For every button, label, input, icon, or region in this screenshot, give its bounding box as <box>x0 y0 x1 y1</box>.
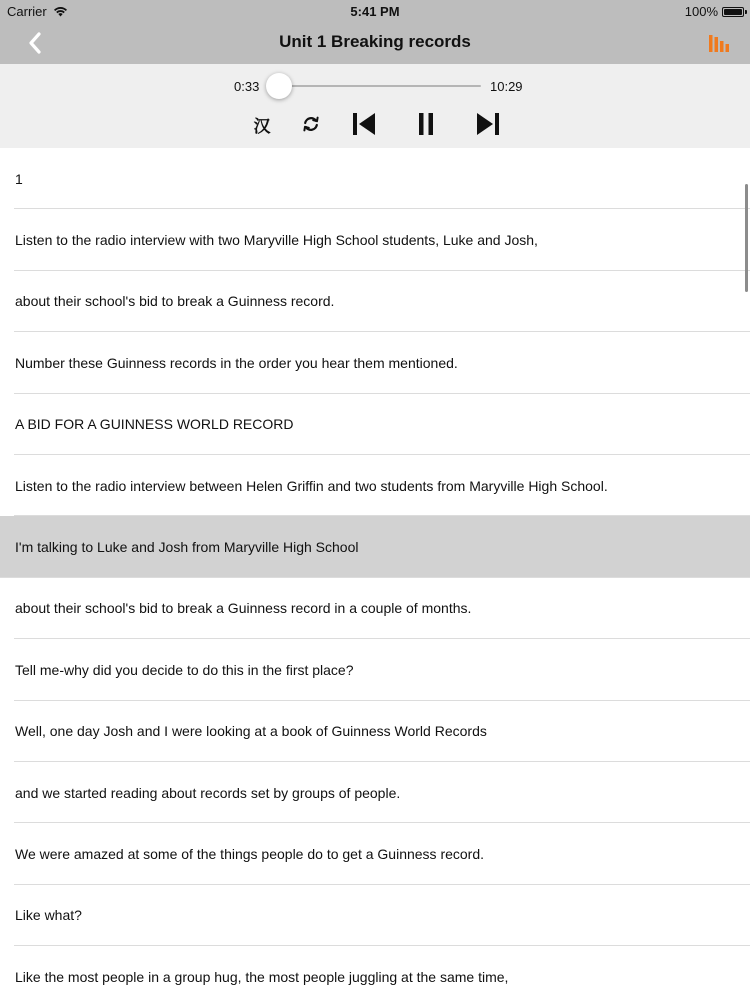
skip-next-icon <box>475 111 501 137</box>
slider-thumb[interactable] <box>266 73 292 99</box>
battery-indicator <box>685 4 744 19</box>
battery-icon <box>722 7 744 17</box>
transcript-line[interactable] <box>0 332 750 393</box>
previous-button[interactable] <box>351 110 377 138</box>
scrollbar[interactable] <box>745 184 748 292</box>
chart-menu-button[interactable] <box>708 32 732 54</box>
skip-previous-icon <box>351 111 377 137</box>
transcript-line-text: and we started reading about records set by groups of people. <box>15 784 401 801</box>
transcript-line-text: 1 <box>15 170 23 187</box>
transcript-line-text: about their school's bid to break a Guinness record in a couple of months. <box>15 600 472 617</box>
transcript-list[interactable] <box>0 148 750 1000</box>
playback-controls <box>0 110 750 138</box>
transcript-line-text: Tell me-why did you decide to do this in the first place? <box>15 661 354 678</box>
transcript-line-text: A BID FOR A GUINNESS WORLD RECORD <box>15 416 294 433</box>
transcript-line[interactable] <box>0 701 750 762</box>
transcript-line[interactable] <box>0 946 750 1000</box>
transcript-line[interactable] <box>0 148 750 209</box>
transcript-line[interactable] <box>0 394 750 455</box>
transcript-line[interactable] <box>0 639 750 700</box>
transcript-line-text: Listen to the radio interview with two Maryville High School students, Luke and Josh, <box>15 232 538 249</box>
repeat-button[interactable] <box>300 110 322 138</box>
status-bar <box>0 0 750 22</box>
transcript-line[interactable] <box>0 762 750 823</box>
transcript-line[interactable] <box>0 516 750 577</box>
status-time: 5:41 PM <box>350 4 400 19</box>
transcript-line-text: Number these Guinness records in the order you hear them mentioned. <box>15 354 458 371</box>
audio-player <box>0 64 750 148</box>
carrier-label: Carrier <box>7 4 47 19</box>
transcript-line[interactable] <box>0 455 750 516</box>
pause-icon <box>416 111 436 137</box>
transcript-line-text: Like the most people in a group hug, the most people juggling at the same time, <box>15 968 509 985</box>
pause-button[interactable] <box>414 110 438 138</box>
bar-chart-icon <box>708 32 732 54</box>
repeat-icon <box>302 115 320 133</box>
transcript-line[interactable] <box>0 209 750 270</box>
nav-bar <box>0 22 750 64</box>
transcript-line-text: I'm talking to Luke and Josh from Maryville High School <box>15 539 359 556</box>
page-title: Unit 1 Breaking records <box>279 32 471 51</box>
transcript-line-text: Listen to the radio interview between Helen Griffin and two students from Maryville High School. <box>15 477 608 494</box>
transcript-line[interactable] <box>0 823 750 884</box>
transcript-line-text: Well, one day Josh and I were looking at a book of Guinness World Records <box>15 723 487 740</box>
transcript-line-text: about their school's bid to break a Guinness record. <box>15 293 335 310</box>
transcript-line[interactable] <box>0 271 750 332</box>
progress-slider[interactable] <box>268 85 481 89</box>
slider-track <box>268 85 481 87</box>
transcript-line[interactable] <box>0 885 750 946</box>
battery-level-fill <box>724 9 742 15</box>
transcript-line[interactable] <box>0 578 750 639</box>
next-button[interactable] <box>475 110 501 138</box>
transcript-line-text: We were amazed at some of the things people do to get a Guinness record. <box>15 845 485 862</box>
current-time: 0:33 <box>234 79 260 94</box>
battery-percent: 100% <box>684 4 718 19</box>
translate-button[interactable]: 汉 <box>253 116 271 136</box>
transcript-line-text: Like what? <box>15 907 82 924</box>
total-time: 10:29 <box>490 79 523 94</box>
